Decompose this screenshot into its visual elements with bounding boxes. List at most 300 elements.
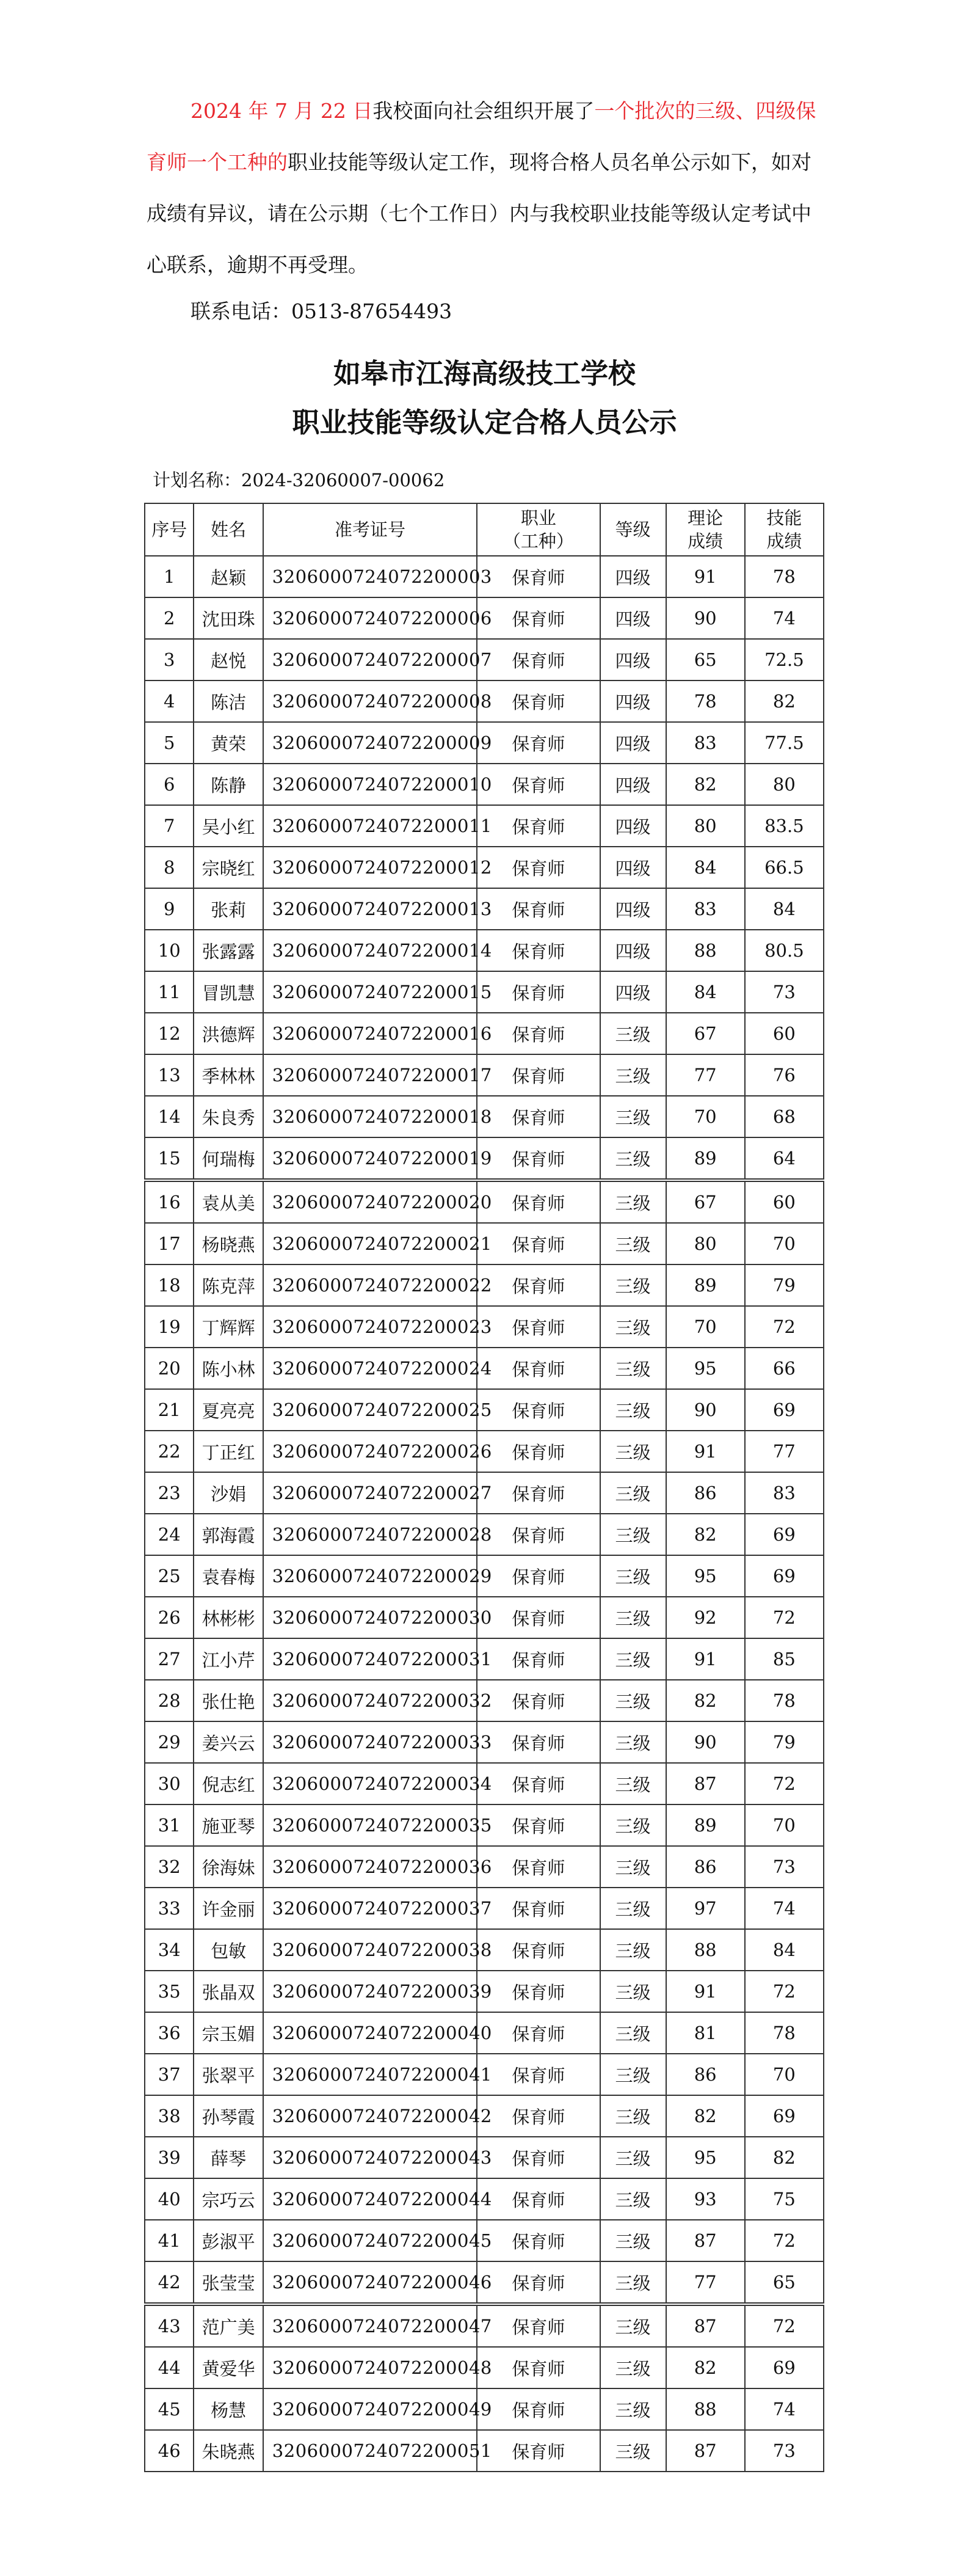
- cell-level: 三级: [600, 2261, 666, 2304]
- cell-exam-no: 3206000724072200040: [263, 2012, 477, 2054]
- cell-level: 三级: [600, 2347, 666, 2388]
- cell-skill: 78: [745, 1680, 824, 1721]
- cell-skill: 82: [745, 680, 824, 722]
- cell-theory: 82: [666, 2347, 745, 2388]
- cell-occupation: 保育师: [477, 722, 600, 764]
- cell-skill: 70: [745, 1223, 824, 1264]
- cell-exam-no: 3206000724072200008: [263, 680, 477, 722]
- table-row: [145, 2137, 824, 2178]
- cell-occupation: 保育师: [477, 1472, 600, 1514]
- cell-level: 三级: [600, 1638, 666, 1680]
- cell-theory: 65: [666, 639, 745, 680]
- cell-name: 张莉: [194, 888, 263, 930]
- cell-seq: 27: [145, 1638, 194, 1680]
- cell-skill: 82: [745, 2137, 824, 2178]
- cell-skill: 65: [745, 2261, 824, 2304]
- cell-exam-no: 3206000724072200032: [263, 1680, 477, 1721]
- cell-level: 三级: [600, 1680, 666, 1721]
- cell-level: 三级: [600, 1804, 666, 1846]
- cell-seq: 31: [145, 1804, 194, 1846]
- cell-exam-no: 3206000724072200021: [263, 1223, 477, 1264]
- cell-seq: 36: [145, 2012, 194, 2054]
- header-level: 等级: [600, 503, 666, 556]
- cell-exam-no: 3206000724072200045: [263, 2220, 477, 2261]
- cell-exam-no: 3206000724072200024: [263, 1348, 477, 1389]
- table-row: [145, 2178, 824, 2220]
- cell-exam-no: 3206000724072200029: [263, 1555, 477, 1597]
- plan-label: 计划名称：: [153, 470, 242, 491]
- table-row: [145, 1721, 824, 1763]
- cell-skill: 69: [745, 2347, 824, 2388]
- cell-name: 季林林: [194, 1054, 263, 1096]
- cell-occupation: 保育师: [477, 2304, 600, 2347]
- header-theory: [666, 503, 745, 556]
- cell-name: 薛琴: [194, 2137, 263, 2178]
- cell-exam-no: 3206000724072200042: [263, 2095, 477, 2137]
- cell-level: 三级: [600, 2304, 666, 2347]
- cell-skill: 83: [745, 1472, 824, 1514]
- cell-seq: 29: [145, 1721, 194, 1763]
- table-row: [145, 1680, 824, 1721]
- cell-seq: 25: [145, 1555, 194, 1597]
- cell-name: 姜兴云: [194, 1721, 263, 1763]
- cell-name: 吴小红: [194, 805, 263, 847]
- cell-theory: 86: [666, 2054, 745, 2095]
- cell-name: 洪德辉: [194, 1013, 263, 1054]
- cell-occupation: 保育师: [477, 2012, 600, 2054]
- cell-exam-no: 3206000724072200017: [263, 1054, 477, 1096]
- cell-name: 宗晓红: [194, 847, 263, 888]
- cell-skill: 77: [745, 1431, 824, 1472]
- table-row: [145, 680, 824, 722]
- cell-exam-no: 3206000724072200035: [263, 1804, 477, 1846]
- cell-theory: 87: [666, 2220, 745, 2261]
- cell-level: 三级: [600, 1180, 666, 1223]
- table-row: [145, 764, 824, 805]
- cell-skill: 85: [745, 1638, 824, 1680]
- cell-theory: 89: [666, 1804, 745, 1846]
- cell-seq: 40: [145, 2178, 194, 2220]
- cell-name: 朱良秀: [194, 1096, 263, 1137]
- cell-name: 孙琴霞: [194, 2095, 263, 2137]
- cell-seq: 24: [145, 1514, 194, 1555]
- cell-name: 施亚琴: [194, 1804, 263, 1846]
- cell-level: 三级: [600, 1846, 666, 1888]
- cell-skill: 79: [745, 1264, 824, 1306]
- cell-level: 四级: [600, 805, 666, 847]
- cell-occupation: 保育师: [477, 2347, 600, 2388]
- cell-name: 沙娟: [194, 1472, 263, 1514]
- cell-name: 包敏: [194, 1929, 263, 1971]
- cell-theory: 84: [666, 971, 745, 1013]
- cell-name: 冒凯慧: [194, 971, 263, 1013]
- cell-theory: 87: [666, 2304, 745, 2347]
- cell-level: 三级: [600, 1555, 666, 1597]
- cell-seq: 10: [145, 930, 194, 971]
- cell-name: 陈克萍: [194, 1264, 263, 1306]
- table-header-row: [145, 503, 824, 556]
- cell-occupation: 保育师: [477, 1137, 600, 1180]
- cell-theory: 87: [666, 1763, 745, 1804]
- cell-theory: 82: [666, 2095, 745, 2137]
- cell-seq: 12: [145, 1013, 194, 1054]
- cell-level: 四级: [600, 847, 666, 888]
- header-name: 姓名: [194, 503, 263, 556]
- cell-occupation: 保育师: [477, 971, 600, 1013]
- cell-level: 三级: [600, 2012, 666, 2054]
- cell-occupation: 保育师: [477, 847, 600, 888]
- table-row: [145, 1555, 824, 1597]
- table-row: [145, 971, 824, 1013]
- cell-level: 三级: [600, 1971, 666, 2012]
- cell-theory: 91: [666, 1638, 745, 1680]
- cell-theory: 70: [666, 1306, 745, 1348]
- header-occupation: [477, 503, 600, 556]
- cell-theory: 67: [666, 1013, 745, 1054]
- cell-skill: 66: [745, 1348, 824, 1389]
- cell-theory: 89: [666, 1137, 745, 1180]
- cell-level: 三级: [600, 1431, 666, 1472]
- cell-occupation: 保育师: [477, 2261, 600, 2304]
- cell-exam-no: 3206000724072200041: [263, 2054, 477, 2095]
- cell-occupation: 保育师: [477, 930, 600, 971]
- cell-seq: 44: [145, 2347, 194, 2388]
- cell-theory: 91: [666, 556, 745, 597]
- cell-level: 三级: [600, 1597, 666, 1638]
- cell-seq: 15: [145, 1137, 194, 1180]
- cell-seq: 9: [145, 888, 194, 930]
- cell-seq: 13: [145, 1054, 194, 1096]
- cell-occupation: 保育师: [477, 1431, 600, 1472]
- cell-exam-no: 3206000724072200044: [263, 2178, 477, 2220]
- phone-number: 0513-87654493: [291, 299, 452, 323]
- table-row: [145, 722, 824, 764]
- cell-level: 四级: [600, 597, 666, 639]
- cell-exam-no: 3206000724072200025: [263, 1389, 477, 1431]
- cell-name: 丁正红: [194, 1431, 263, 1472]
- cell-name: 张仕艳: [194, 1680, 263, 1721]
- cell-name: 袁春梅: [194, 1555, 263, 1597]
- cell-level: 四级: [600, 722, 666, 764]
- cell-exam-no: 3206000724072200034: [263, 1763, 477, 1804]
- table-row: [145, 2012, 824, 2054]
- cell-name: 朱晓燕: [194, 2430, 263, 2472]
- phone-label: 联系电话：: [191, 299, 291, 323]
- cell-theory: 87: [666, 2430, 745, 2472]
- notice-text-2: 职业技能等级认定工作，现将合格人员名单公示如下，如对成绩有异议，请在公示期（七个工作日）内与我校职业技能等级认定考试中心联系，逾期不再受理。: [147, 150, 811, 277]
- cell-seq: 45: [145, 2388, 194, 2430]
- cell-skill: 72: [745, 1597, 824, 1638]
- cell-exam-no: 3206000724072200051: [263, 2430, 477, 2472]
- cell-skill: 60: [745, 1180, 824, 1223]
- cell-level: 三级: [600, 1264, 666, 1306]
- cell-theory: 93: [666, 2178, 745, 2220]
- cell-skill: 73: [745, 1846, 824, 1888]
- cell-seq: 7: [145, 805, 194, 847]
- cell-name: 许金丽: [194, 1888, 263, 1929]
- header-seq: 序号: [145, 503, 194, 556]
- cell-level: 四级: [600, 764, 666, 805]
- cell-skill: 72: [745, 1971, 824, 2012]
- cell-exam-no: 3206000724072200031: [263, 1638, 477, 1680]
- cell-name: 倪志红: [194, 1763, 263, 1804]
- cell-name: 宗巧云: [194, 2178, 263, 2220]
- cell-name: 杨晓燕: [194, 1223, 263, 1264]
- cell-skill: 76: [745, 1054, 824, 1096]
- cell-level: 三级: [600, 1929, 666, 1971]
- cell-level: 四级: [600, 556, 666, 597]
- header-skill-line1: 技能: [766, 508, 802, 528]
- table-row: [145, 639, 824, 680]
- cell-occupation: 保育师: [477, 1929, 600, 1971]
- cell-skill: 64: [745, 1137, 824, 1180]
- cell-seq: 2: [145, 597, 194, 639]
- cell-occupation: 保育师: [477, 2178, 600, 2220]
- announcement-title: 职业技能等级认定合格人员公示: [292, 406, 677, 439]
- cell-level: 三级: [600, 1888, 666, 1929]
- cell-name: 丁辉辉: [194, 1306, 263, 1348]
- cell-skill: 69: [745, 1514, 824, 1555]
- cell-level: 三级: [600, 2054, 666, 2095]
- cell-skill: 84: [745, 1929, 824, 1971]
- plan-name: [153, 467, 445, 492]
- notice-date: 2024 年 7 月 22 日: [191, 99, 373, 123]
- table-row: [145, 1971, 824, 2012]
- table-row: [145, 1264, 824, 1306]
- cell-exam-no: 3206000724072200027: [263, 1472, 477, 1514]
- table-row: [145, 805, 824, 847]
- cell-theory: 81: [666, 2012, 745, 2054]
- cell-occupation: 保育师: [477, 2095, 600, 2137]
- cell-occupation: 保育师: [477, 1680, 600, 1721]
- cell-seq: 33: [145, 1888, 194, 1929]
- cell-level: 三级: [600, 1348, 666, 1389]
- cell-level: 四级: [600, 639, 666, 680]
- cell-occupation: 保育师: [477, 1804, 600, 1846]
- cell-occupation: 保育师: [477, 1514, 600, 1555]
- cell-seq: 30: [145, 1763, 194, 1804]
- cell-theory: 95: [666, 1555, 745, 1597]
- cell-theory: 77: [666, 2261, 745, 2304]
- cell-occupation: 保育师: [477, 1888, 600, 1929]
- table-row: [145, 1137, 824, 1180]
- cell-skill: 80: [745, 764, 824, 805]
- notice-batch: 一个批次的三级、四级保育师一个工种的: [147, 99, 816, 174]
- cell-skill: 68: [745, 1096, 824, 1137]
- cell-occupation: 保育师: [477, 1054, 600, 1096]
- cell-name: 沈田珠: [194, 597, 263, 639]
- cell-seq: 4: [145, 680, 194, 722]
- cell-level: 三级: [600, 2388, 666, 2430]
- cell-occupation: 保育师: [477, 1763, 600, 1804]
- table-row: [145, 1306, 824, 1348]
- cell-occupation: 保育师: [477, 888, 600, 930]
- table-row: [145, 1348, 824, 1389]
- cell-theory: 91: [666, 1431, 745, 1472]
- cell-occupation: 保育师: [477, 597, 600, 639]
- table-row: [145, 2261, 824, 2304]
- cell-level: 四级: [600, 971, 666, 1013]
- cell-skill: 72.5: [745, 639, 824, 680]
- cell-name: 江小芹: [194, 1638, 263, 1680]
- cell-exam-no: 3206000724072200046: [263, 2261, 477, 2304]
- cell-name: 赵悦: [194, 639, 263, 680]
- cell-exam-no: 3206000724072200049: [263, 2388, 477, 2430]
- cell-theory: 83: [666, 888, 745, 930]
- table-row: [145, 1763, 824, 1804]
- cell-seq: 26: [145, 1597, 194, 1638]
- cell-theory: 82: [666, 1514, 745, 1555]
- cell-occupation: 保育师: [477, 1971, 600, 2012]
- cell-exam-no: 3206000724072200043: [263, 2137, 477, 2178]
- cell-occupation: 保育师: [477, 556, 600, 597]
- cell-theory: 89: [666, 1264, 745, 1306]
- cell-exam-no: 3206000724072200010: [263, 764, 477, 805]
- cell-level: 三级: [600, 1721, 666, 1763]
- cell-skill: 72: [745, 1306, 824, 1348]
- cell-exam-no: 3206000724072200037: [263, 1888, 477, 1929]
- cell-skill: 72: [745, 1763, 824, 1804]
- cell-seq: 28: [145, 1680, 194, 1721]
- cell-seq: 8: [145, 847, 194, 888]
- notice-text-1: 我校面向社会组织开展了: [372, 99, 595, 123]
- cell-name: 郭海霞: [194, 1514, 263, 1555]
- cell-seq: 43: [145, 2304, 194, 2347]
- cell-seq: 6: [145, 764, 194, 805]
- cell-exam-no: 3206000724072200007: [263, 639, 477, 680]
- cell-theory: 90: [666, 1721, 745, 1763]
- cell-theory: 67: [666, 1180, 745, 1223]
- header-occupation-line1: 职业: [520, 508, 556, 528]
- cell-seq: 39: [145, 2137, 194, 2178]
- cell-level: 三级: [600, 1389, 666, 1431]
- cell-theory: 82: [666, 764, 745, 805]
- cell-seq: 38: [145, 2095, 194, 2137]
- cell-exam-no: 3206000724072200019: [263, 1137, 477, 1180]
- cell-name: 袁从美: [194, 1180, 263, 1223]
- cell-theory: 77: [666, 1054, 745, 1096]
- table-body: [145, 556, 824, 2472]
- cell-skill: 83.5: [745, 805, 824, 847]
- cell-exam-no: 3206000724072200011: [263, 805, 477, 847]
- notice-paragraph: [147, 86, 830, 291]
- cell-theory: 86: [666, 1846, 745, 1888]
- cell-name: 陈静: [194, 764, 263, 805]
- cell-level: 三级: [600, 1763, 666, 1804]
- cell-exam-no: 3206000724072200009: [263, 722, 477, 764]
- table-row: [145, 2347, 824, 2388]
- header-skill-line2: 成绩: [766, 531, 802, 552]
- cell-exam-no: 3206000724072200013: [263, 888, 477, 930]
- cell-theory: 95: [666, 2137, 745, 2178]
- cell-level: 三级: [600, 1137, 666, 1180]
- cell-skill: 80.5: [745, 930, 824, 971]
- cell-occupation: 保育师: [477, 1555, 600, 1597]
- cell-skill: 77.5: [745, 722, 824, 764]
- cell-name: 黄爱华: [194, 2347, 263, 2388]
- cell-skill: 84: [745, 888, 824, 930]
- cell-seq: 5: [145, 722, 194, 764]
- cell-name: 彭淑平: [194, 2220, 263, 2261]
- cell-name: 宗玉媚: [194, 2012, 263, 2054]
- cell-skill: 70: [745, 1804, 824, 1846]
- header-skill: [745, 503, 824, 556]
- cell-exam-no: 3206000724072200006: [263, 597, 477, 639]
- cell-name: 张翠平: [194, 2054, 263, 2095]
- table-row: [145, 2220, 824, 2261]
- cell-name: 杨慧: [194, 2388, 263, 2430]
- cell-level: 三级: [600, 1306, 666, 1348]
- cell-occupation: 保育师: [477, 1721, 600, 1763]
- cell-seq: 20: [145, 1348, 194, 1389]
- cell-level: 三级: [600, 1013, 666, 1054]
- table-row: [145, 556, 824, 597]
- cell-seq: 22: [145, 1431, 194, 1472]
- cell-level: 三级: [600, 2137, 666, 2178]
- table-row: [145, 1514, 824, 1555]
- cell-name: 黄荣: [194, 722, 263, 764]
- qualified-personnel-table: [144, 503, 824, 2472]
- cell-skill: 74: [745, 2388, 824, 2430]
- cell-skill: 60: [745, 1013, 824, 1054]
- cell-occupation: 保育师: [477, 639, 600, 680]
- cell-theory: 88: [666, 1929, 745, 1971]
- cell-exam-no: 3206000724072200033: [263, 1721, 477, 1763]
- cell-level: 三级: [600, 1223, 666, 1264]
- cell-seq: 16: [145, 1180, 194, 1223]
- cell-occupation: 保育师: [477, 1264, 600, 1306]
- cell-exam-no: 3206000724072200048: [263, 2347, 477, 2388]
- cell-skill: 74: [745, 597, 824, 639]
- cell-theory: 88: [666, 2388, 745, 2430]
- cell-theory: 92: [666, 1597, 745, 1638]
- cell-occupation: 保育师: [477, 1348, 600, 1389]
- table-row: [145, 1638, 824, 1680]
- cell-name: 徐海妹: [194, 1846, 263, 1888]
- cell-name: 夏亮亮: [194, 1389, 263, 1431]
- cell-seq: 14: [145, 1096, 194, 1137]
- table-row: [145, 1472, 824, 1514]
- cell-theory: 84: [666, 847, 745, 888]
- table-row: [145, 1888, 824, 1929]
- cell-name: 何瑞梅: [194, 1137, 263, 1180]
- cell-name: 陈小林: [194, 1348, 263, 1389]
- cell-seq: 41: [145, 2220, 194, 2261]
- cell-name: 赵颖: [194, 556, 263, 597]
- cell-seq: 42: [145, 2261, 194, 2304]
- cell-skill: 70: [745, 2054, 824, 2095]
- cell-seq: 46: [145, 2430, 194, 2472]
- cell-seq: 34: [145, 1929, 194, 1971]
- cell-theory: 95: [666, 1348, 745, 1389]
- cell-occupation: 保育师: [477, 2220, 600, 2261]
- cell-theory: 80: [666, 805, 745, 847]
- cell-skill: 73: [745, 2430, 824, 2472]
- cell-exam-no: 3206000724072200014: [263, 930, 477, 971]
- table-row: [145, 2095, 824, 2137]
- cell-skill: 79: [745, 1721, 824, 1763]
- cell-occupation: 保育师: [477, 2430, 600, 2472]
- cell-level: 四级: [600, 888, 666, 930]
- cell-skill: 72: [745, 2220, 824, 2261]
- cell-exam-no: 3206000724072200039: [263, 1971, 477, 2012]
- cell-level: 三级: [600, 1096, 666, 1137]
- cell-occupation: 保育师: [477, 1389, 600, 1431]
- cell-name: 范广美: [194, 2304, 263, 2347]
- cell-exam-no: 3206000724072200003: [263, 556, 477, 597]
- cell-level: 三级: [600, 2430, 666, 2472]
- cell-exam-no: 3206000724072200036: [263, 1846, 477, 1888]
